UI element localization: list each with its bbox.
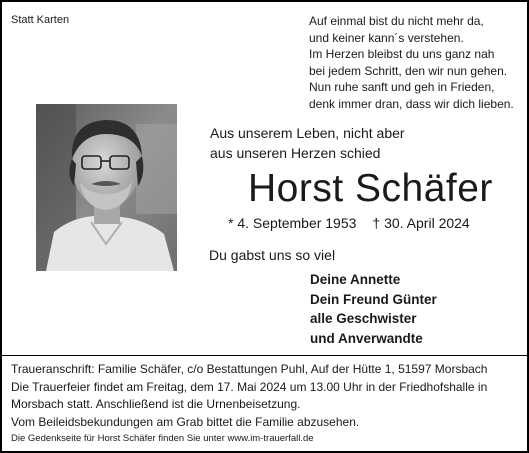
poem-line: Auf einmal bist du nicht mehr da, xyxy=(309,14,484,28)
birth-date: * 4. September 1953 xyxy=(228,215,357,231)
mourning-address: Traueranschrift: Familie Schäfer, c/o Bestattungen Puhl, Auf der Hütte 1, 51597 Morsbach xyxy=(11,362,488,376)
poem-line: Nun ruhe sanft und geh in Frieden, xyxy=(309,80,495,94)
mourner: Dein Freund Günter xyxy=(310,291,437,307)
closing-line: Du gabst uns so viel xyxy=(209,247,336,263)
footer-info xyxy=(11,361,523,447)
memorial-page-note: Die Gedenkseite für Horst Schäfer finden Sie unter www.im-trauerfall.de xyxy=(11,433,314,445)
poem-line: denk immer dran, dass wir dich lieben. xyxy=(309,96,514,111)
intro-line: Aus unserem Leben, nicht aber xyxy=(210,125,405,141)
poem-line: bei jedem Schritt, den wir nun gehen. xyxy=(309,63,508,78)
statt-karten-label: Statt Karten xyxy=(11,14,70,26)
divider xyxy=(2,355,527,356)
mourner: Deine Annette xyxy=(310,272,401,287)
intro-line: aus unseren Herzen schied xyxy=(210,145,381,161)
poem xyxy=(309,13,514,112)
portrait-photo xyxy=(36,104,177,271)
intro-text xyxy=(210,123,405,163)
deceased-name: Horst Schäfer xyxy=(248,167,493,210)
ceremony-info: Die Trauerfeier findet am Freitag, dem 17. Mai 2024 um 13.00 Uhr in der Friedhofshalle in Morsbach statt. Anschließend ist die Urnenbeisetzung. xyxy=(11,379,488,412)
life-dates xyxy=(228,215,470,231)
mourner: und Anverwandte xyxy=(310,330,423,346)
death-date: † 30. April 2024 xyxy=(372,215,470,231)
mourner: alle Geschwister xyxy=(310,311,417,326)
mourners-list xyxy=(310,270,437,348)
poem-line: Im Herzen bleibst du uns ganz nah xyxy=(309,47,495,61)
poem-line: und keiner kann´s verstehen. xyxy=(309,30,464,45)
condolence-note: Vom Beileidsbekundungen am Grab bittet die Familie abzusehen. xyxy=(11,414,360,429)
